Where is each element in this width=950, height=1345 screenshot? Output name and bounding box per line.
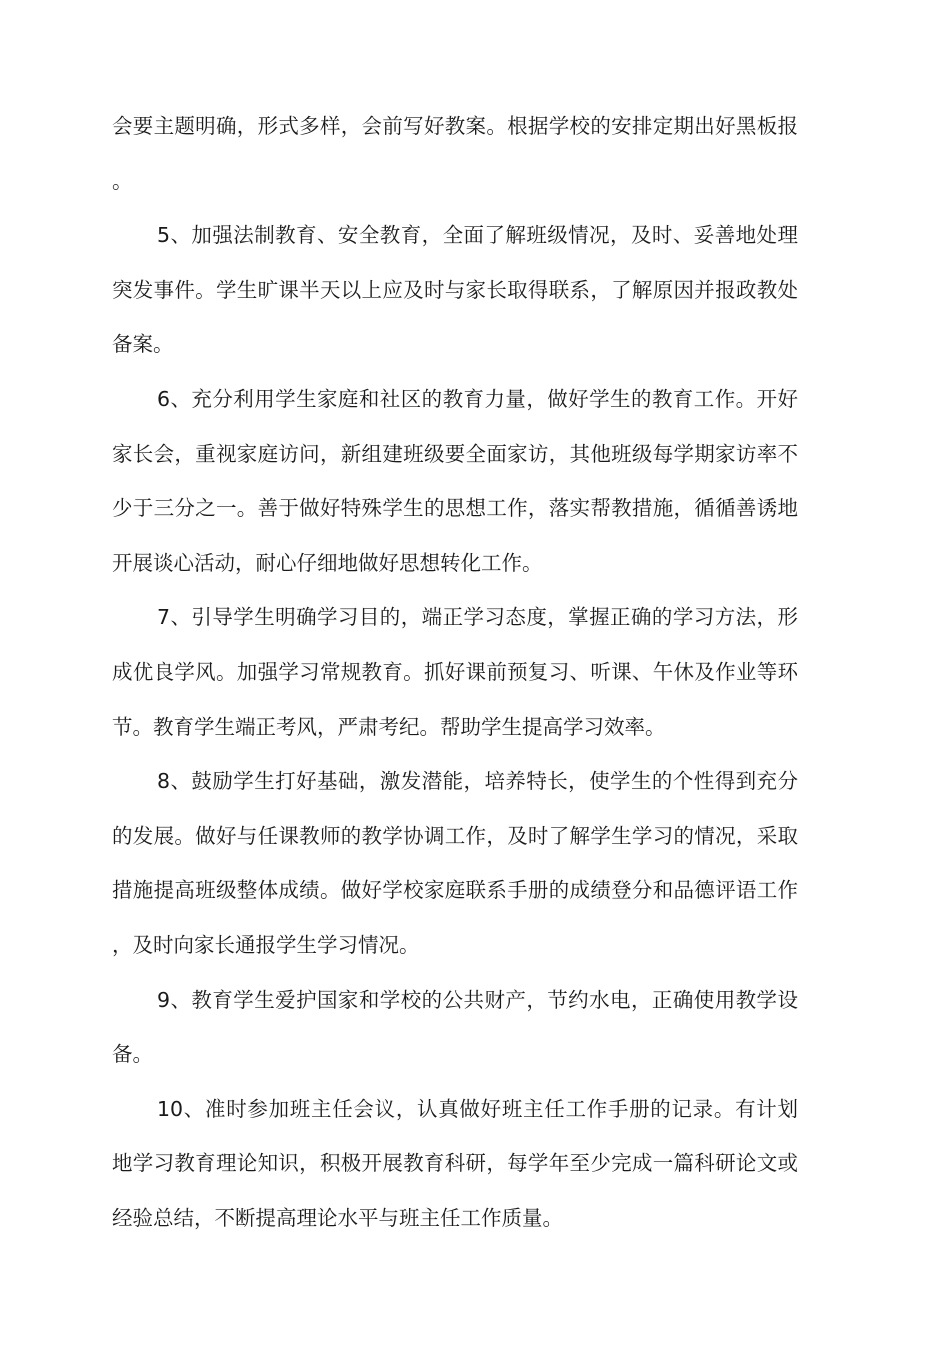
paragraph-item-8: 8、鼓励学生打好基础，激发潜能，培养特长，使学生的个性得到充分的发展。做好与任课教师的教学协调工作，及时了解学生学习的情况，采取措施提高班级整体成绩。做好学校家庭联系手册的成绩登分和品德评语工作，及时向家长通报学生学习情况。 — [112, 769, 798, 957]
paragraph-item-6: 6、充分利用学生家庭和社区的教育力量，做好学生的教育工作。开好家长会，重视家庭访问，新组建班级要全面家访，其他班级每学期家访率不少于三分之一。善于做好特殊学生的思想工作，落实帮教措施，循循善诱地开展谈心活动，耐心仔细地做好思想转化工作。 — [112, 386, 798, 575]
paragraph-item-7: 7、引导学生明确学习目的，端正学习态度，掌握正确的学习方法，形成优良学风。加强学习常规教育。抓好课前预复习、听课、午休及作业等环节。教育学生端正考风，严肃考纪。帮助学生提高学习效率。 — [112, 605, 798, 739]
paragraph-item-10: 10、准时参加班主任会议，认真做好班主任工作手册的记录。有计划地学习教育理论知识，积极开展教育科研，每学年至少完成一篇科研论文或经验总结，不断提高理论水平与班主任工作质量。 — [112, 1096, 798, 1230]
paragraph-item-9: 9、教育学生爱护国家和学校的公共财产，节约水电，正确使用教学设备。 — [112, 987, 798, 1067]
paragraph-item-5: 5、加强法制教育、安全教育，全面了解班级情况，及时、妥善地处理突发事件。学生旷课半天以上应及时与家长取得联系，了解原因并报政教处备案。 — [112, 223, 798, 357]
document-body — [112, 99, 798, 1245]
paragraph-continuation: 会要主题明确，形式多样，会前写好教案。根据学校的安排定期出好黑板报。 — [112, 114, 798, 193]
